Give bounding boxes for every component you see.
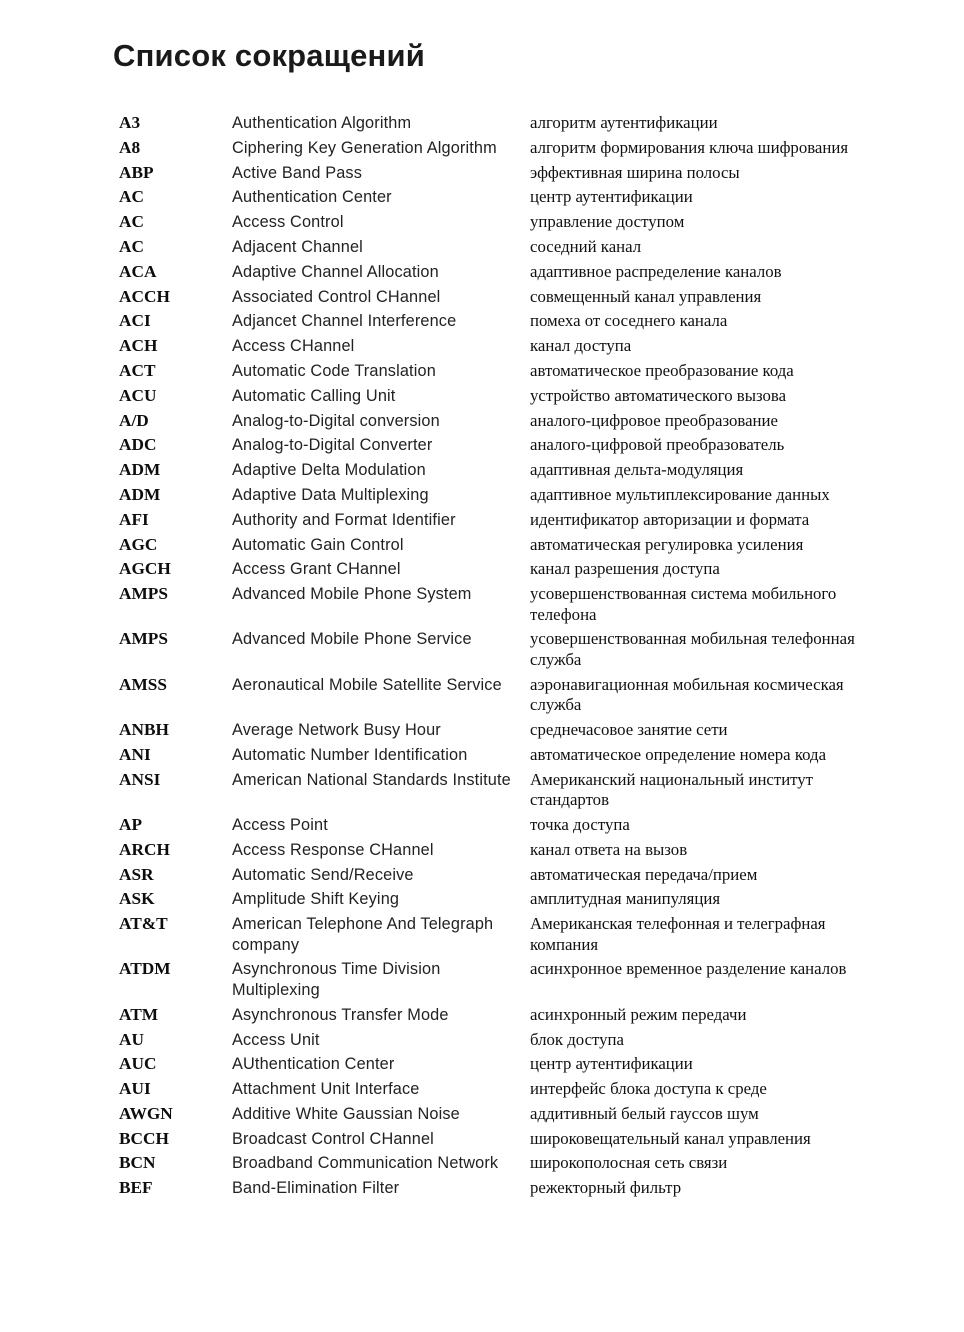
- page-title: Список сокращений: [113, 38, 425, 73]
- russian-term: амплитудная манипуляция: [530, 889, 721, 909]
- abbreviation-row: [119, 889, 909, 914]
- abbreviation-code: A3: [119, 113, 141, 132]
- english-term: Automatic Code Translation: [232, 361, 436, 380]
- abbreviation-code: ANBH: [119, 720, 169, 740]
- english-term: Access Unit: [232, 1030, 320, 1049]
- abbreviation-code: ADM: [119, 484, 161, 504]
- english-term: Attachment Unit Interface: [232, 1080, 420, 1099]
- abbreviation-row: [119, 113, 909, 138]
- english-term: Access Point: [232, 815, 328, 834]
- russian-term: совмещенный канал управления: [530, 286, 762, 306]
- russian-term: центр аутентификации: [530, 187, 693, 207]
- russian-term: Американская телефонная и телеграфная компания: [530, 914, 826, 954]
- russian-term: аддитивный белый гауссов шум: [530, 1103, 759, 1123]
- english-term: Authentication Algorithm: [232, 114, 412, 132]
- english-term: Adaptive Data Multiplexing: [232, 485, 429, 504]
- abbreviation-code: AWGN: [119, 1103, 173, 1123]
- english-term: Automatic Number Identification: [232, 745, 468, 764]
- english-term: Access Response CHannel: [232, 840, 434, 859]
- abbreviation-code: AC: [119, 212, 144, 232]
- russian-term: аэронавигационная мобильная космическая служба: [530, 674, 844, 715]
- english-term: Active Band Pass: [232, 163, 363, 182]
- russian-term: канал разрешения доступа: [530, 559, 720, 579]
- english-term: Ciphering Key Generation Algorithm: [232, 138, 497, 157]
- abbreviation-code: AP: [119, 814, 143, 834]
- russian-term: режекторный фильтр: [530, 1178, 682, 1198]
- russian-term: идентификатор авторизации и формата: [530, 509, 810, 529]
- abbreviation-code: ACI: [119, 311, 151, 331]
- russian-term: аналого-цифровой преобразователь: [530, 435, 785, 455]
- english-term: Automatic Send/Receive: [232, 865, 414, 884]
- abbreviation-code: ATDM: [119, 959, 171, 979]
- english-term: Access Control: [232, 213, 344, 232]
- abbreviation-row: [119, 287, 909, 312]
- abbreviation-row: [119, 212, 909, 237]
- russian-term: адаптивное мультиплексирование данных: [530, 484, 830, 504]
- russian-term: управление доступом: [530, 212, 685, 232]
- abbreviation-row: [119, 435, 909, 460]
- abbreviation-row: [119, 629, 909, 674]
- english-term: Adaptive Channel Allocation: [232, 262, 439, 281]
- abbreviation-row: [119, 1079, 909, 1104]
- english-term: Authority and Format Identifier: [232, 510, 456, 529]
- english-term: Adjancet Channel Interference: [232, 312, 457, 331]
- russian-term: автоматическое преобразование кода: [530, 360, 794, 380]
- abbreviation-code: AMPS: [119, 584, 168, 604]
- russian-term: усовершенствованная система мобильного телефона: [530, 584, 837, 624]
- abbreviation-code: AGC: [119, 534, 158, 554]
- english-term: Analog-to-Digital conversion: [232, 411, 440, 430]
- abbreviation-code: ANSI: [119, 769, 161, 789]
- abbreviation-row: [119, 959, 909, 1004]
- abbreviation-code: AGCH: [119, 559, 171, 579]
- abbreviation-row: [119, 510, 909, 535]
- abbreviation-code: ACU: [119, 385, 157, 405]
- english-term: Broadcast Control CHannel: [232, 1129, 434, 1148]
- abbreviation-row: [119, 535, 909, 560]
- russian-term: автоматическая передача/прием: [530, 864, 758, 884]
- abbreviation-code: ASK: [119, 889, 155, 909]
- russian-term: адаптивное распределение каналов: [530, 261, 782, 281]
- russian-term: аналого-цифровое преобразование: [530, 410, 778, 430]
- english-term: Automatic Gain Control: [232, 535, 404, 554]
- abbreviation-code: AUC: [119, 1054, 157, 1074]
- russian-term: Американский национальный институт стандартов: [530, 769, 814, 810]
- abbreviation-row: [119, 865, 909, 890]
- abbreviation-row: [119, 485, 909, 510]
- abbreviation-code: ACCH: [119, 286, 170, 306]
- english-term: American National Standards Institute: [232, 770, 511, 789]
- english-term: AUthentication Center: [232, 1055, 395, 1074]
- abbreviation-row: [119, 815, 909, 840]
- russian-term: среднечасовое занятие сети: [530, 720, 728, 740]
- abbreviation-row: [119, 675, 909, 720]
- russian-term: точка доступа: [530, 814, 630, 834]
- abbreviation-code: ATM: [119, 1004, 159, 1024]
- abbreviation-row: [119, 262, 909, 287]
- abbreviation-code: ADM: [119, 460, 161, 480]
- abbreviation-row: [119, 1104, 909, 1129]
- abbreviation-code: ASR: [119, 864, 154, 884]
- abbreviation-code: AU: [119, 1029, 144, 1049]
- abbreviation-row: [119, 1030, 909, 1055]
- abbreviation-code: AC: [119, 187, 144, 207]
- english-term: Automatic Calling Unit: [232, 386, 396, 405]
- abbreviation-row: [119, 770, 909, 815]
- russian-term: блок доступа: [530, 1029, 624, 1049]
- english-term: Aeronautical Mobile Satellite Service: [232, 675, 502, 694]
- abbreviation-code: AT&T: [119, 914, 168, 934]
- russian-term: асинхронный режим передачи: [530, 1004, 747, 1024]
- abbreviation-row: [119, 460, 909, 485]
- abbreviation-code: A/D: [119, 410, 149, 430]
- russian-term: автоматическое определение номера кода: [530, 744, 827, 764]
- abbreviation-row: [119, 187, 909, 212]
- abbreviation-row: [119, 138, 909, 163]
- abbreviation-row: [119, 914, 909, 959]
- english-term: Asynchronous Time Division Multiplexing: [232, 960, 441, 999]
- russian-term: устройство автоматического вызова: [530, 385, 787, 405]
- abbreviation-code: BCCH: [119, 1128, 169, 1148]
- russian-term: широкополосная сеть связи: [530, 1153, 728, 1173]
- abbreviation-code: BEF: [119, 1178, 153, 1198]
- abbreviation-code: AUI: [119, 1079, 151, 1099]
- english-term: Access CHannel: [232, 337, 355, 356]
- abbreviation-code: AMPS: [119, 629, 168, 649]
- russian-term: усовершенствованная мобильная телефонная служба: [530, 629, 855, 669]
- english-term: American Telephone And Telegraph company: [232, 915, 494, 954]
- abbreviation-list: [119, 113, 909, 1203]
- russian-term: широковещательный канал управления: [530, 1128, 811, 1148]
- russian-term: автоматическая регулировка усиления: [530, 534, 804, 554]
- abbreviation-code: ARCH: [119, 839, 170, 859]
- abbreviation-row: [119, 559, 909, 584]
- russian-term: центр аутентификации: [530, 1054, 693, 1074]
- abbreviation-row: [119, 720, 909, 745]
- abbreviation-row: [119, 163, 909, 188]
- english-term: Asynchronous Transfer Mode: [232, 1005, 449, 1024]
- russian-term: канал ответа на вызов: [530, 839, 688, 859]
- abbreviation-code: AC: [119, 236, 144, 256]
- abbreviation-code: ACT: [119, 360, 156, 380]
- english-term: Associated Control CHannel: [232, 287, 441, 306]
- abbreviation-row: [119, 1178, 909, 1203]
- abbreviation-code: A8: [119, 137, 141, 157]
- abbreviation-row: [119, 336, 909, 361]
- abbreviation-code: ADC: [119, 435, 157, 455]
- abbreviation-row: [119, 1054, 909, 1079]
- abbreviation-row: [119, 411, 909, 436]
- abbreviation-code: AFI: [119, 509, 149, 529]
- english-term: Advanced Mobile Phone System: [232, 585, 472, 604]
- russian-term: помеха от соседнего канала: [530, 311, 728, 331]
- abbreviation-row: [119, 584, 909, 629]
- russian-term: алгоритм формирования ключа шифрования: [530, 137, 849, 157]
- russian-term: адаптивная дельта-модуляция: [530, 460, 744, 480]
- russian-term: асинхронное временное разделение каналов: [530, 959, 847, 979]
- english-term: Amplitude Shift Keying: [232, 890, 400, 909]
- abbreviation-code: ANI: [119, 744, 151, 764]
- abbreviation-code: ABP: [119, 162, 154, 182]
- abbreviation-row: [119, 1005, 909, 1030]
- english-term: Analog-to-Digital Converter: [232, 436, 433, 455]
- russian-term: канал доступа: [530, 336, 632, 356]
- english-term: Authentication Center: [232, 188, 392, 207]
- abbreviation-row: [119, 361, 909, 386]
- russian-term: соседний канал: [530, 236, 642, 256]
- abbreviation-code: ACH: [119, 336, 158, 356]
- english-term: Access Grant CHannel: [232, 560, 401, 579]
- english-term: Band-Elimination Filter: [232, 1179, 400, 1198]
- english-term: Average Network Busy Hour: [232, 721, 441, 740]
- abbreviation-row: [119, 1129, 909, 1154]
- abbreviation-row: [119, 237, 909, 262]
- abbreviation-code: ACA: [119, 261, 157, 281]
- abbreviation-row: [119, 745, 909, 770]
- abbreviation-row: [119, 1153, 909, 1178]
- abbreviation-row: [119, 311, 909, 336]
- russian-term: эффективная ширина полосы: [530, 162, 740, 182]
- english-term: Adjacent Channel: [232, 237, 363, 256]
- english-term: Advanced Mobile Phone Service: [232, 630, 472, 649]
- english-term: Adaptive Delta Modulation: [232, 461, 426, 480]
- russian-term: интерфейс блока доступа к среде: [530, 1079, 767, 1099]
- abbreviation-row: [119, 386, 909, 411]
- abbreviation-code: AMSS: [119, 674, 168, 694]
- russian-term: алгоритм аутентификации: [530, 113, 718, 132]
- english-term: Additive White Gaussian Noise: [232, 1104, 460, 1123]
- abbreviation-row: [119, 840, 909, 865]
- english-term: Broadband Communication Network: [232, 1154, 499, 1173]
- abbreviation-code: BCN: [119, 1153, 156, 1173]
